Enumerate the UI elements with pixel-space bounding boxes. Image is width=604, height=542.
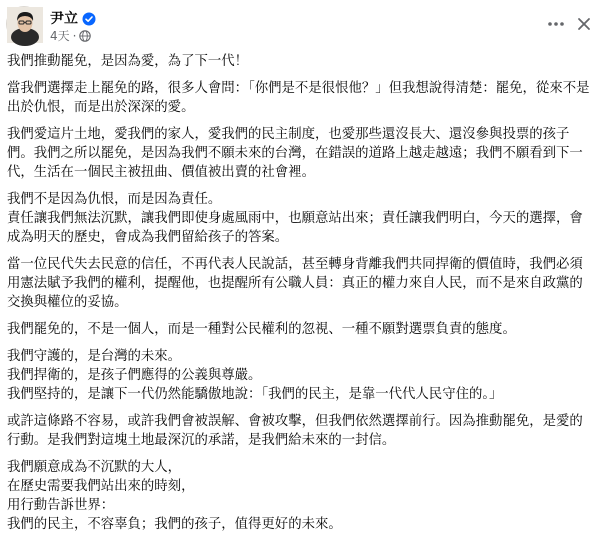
post-text-line: 當我們選擇走上罷免的路，很多人會問：「你們是不是很恨他？」但我想說得清楚：罷免，從來不是 [7,81,590,96]
post-text-line: 成為明天的歷史，會成為我們留給孩子的答案。 [7,230,289,245]
post-text-line: 我們守護的，是台灣的未來。 [7,349,182,364]
post-paragraph [7,320,597,339]
close-button[interactable] [572,12,596,36]
verified-badge-icon [82,11,96,25]
post-text-line: 我們願意成為不沉默的大人， [7,460,182,475]
post-text-line: 或許這條路不容易，或許我們會被誤解、會被攻擊，但我們依然選擇前行。因為推動罷免，是愛的 [7,414,583,429]
post-text-line: 我們推動罷免，是因為愛，為了下一代！ [7,54,249,69]
post-text-line: 在歷史需要我們站出來的時刻， [7,479,195,494]
post-text-line: 用憲法賦予我們的權利，提醒他，也提醒所有公職人員：真正的權力來自人民，而不是來自政黨的 [7,276,583,291]
post-timestamp[interactable]: 4天 [50,29,70,43]
author-name[interactable]: 尹立 [50,11,78,27]
post-text-line: 我們罷免的，不是一個人，而是一種對公民權利的忽視、一種不願對選票負責的態度。 [7,322,516,337]
post-paragraph [7,347,597,404]
post-paragraph [7,255,597,312]
post-meta [50,27,91,44]
post-text-line: 行動。是我們對這塊土地最深沉的承諾，是我們給未來的一封信。 [7,433,396,448]
post-paragraph [7,52,597,71]
post-text-line: 用行動告訴世界： [7,498,115,513]
post-text-line: 責任讓我們無法沉默，讓我們即使身處風雨中，也願意站出來；責任讓我們明白，今天的選擇，會 [7,211,583,226]
meta-separator: · [72,28,77,43]
post-header [6,6,598,46]
post-text-line: 我們捍衛的，是孩子們應得的公義與尊嚴。 [7,368,262,383]
globe-icon[interactable] [79,30,91,42]
post-text-line: 我們愛這片土地，愛我們的家人，愛我們的民主制度，也愛那些還沒長大、還沒參與投票的孩子 [7,127,570,142]
avatar[interactable] [6,6,42,42]
post-text-line: 我們的民主，不容辜負；我們的孩子，值得更好的未來。 [7,517,342,532]
post-text-line: 我們堅持的，是讓下一代仍然能驕傲地說：「我們的民主，是靠一代代人民守住的。」 [7,387,503,402]
post-paragraph [7,125,597,182]
post-text-line: 出於仇恨，而是出於深深的愛。 [7,100,195,115]
post-text-line: 當一位民代失去民意的信任，不再代表人民說話，甚至轉身背離我們共同捍衛的價值時，我們必須 [7,257,583,272]
author-line [50,8,96,28]
close-icon [576,16,592,32]
post-paragraph [7,79,597,117]
post-paragraph [7,458,597,534]
more-horizontal-icon [546,14,566,34]
post-text-line: 們。我們之所以罷免，是因為我們不願未來的台灣，在錯誤的道路上越走越遠；我們不願看到下一 [7,146,583,161]
post-paragraph [7,412,597,450]
post-text-line: 代，生活在一個民主被扭曲、價值被出賣的社會裡。 [7,165,315,180]
post-paragraph [7,190,597,247]
post-text-line: 交換與權位的妥協。 [7,295,128,310]
post-body [7,52,597,542]
more-options-button[interactable] [544,12,568,36]
avatar-image [7,7,43,43]
post-text-line: 我們不是因為仇恨，而是因為責任。 [7,192,222,207]
